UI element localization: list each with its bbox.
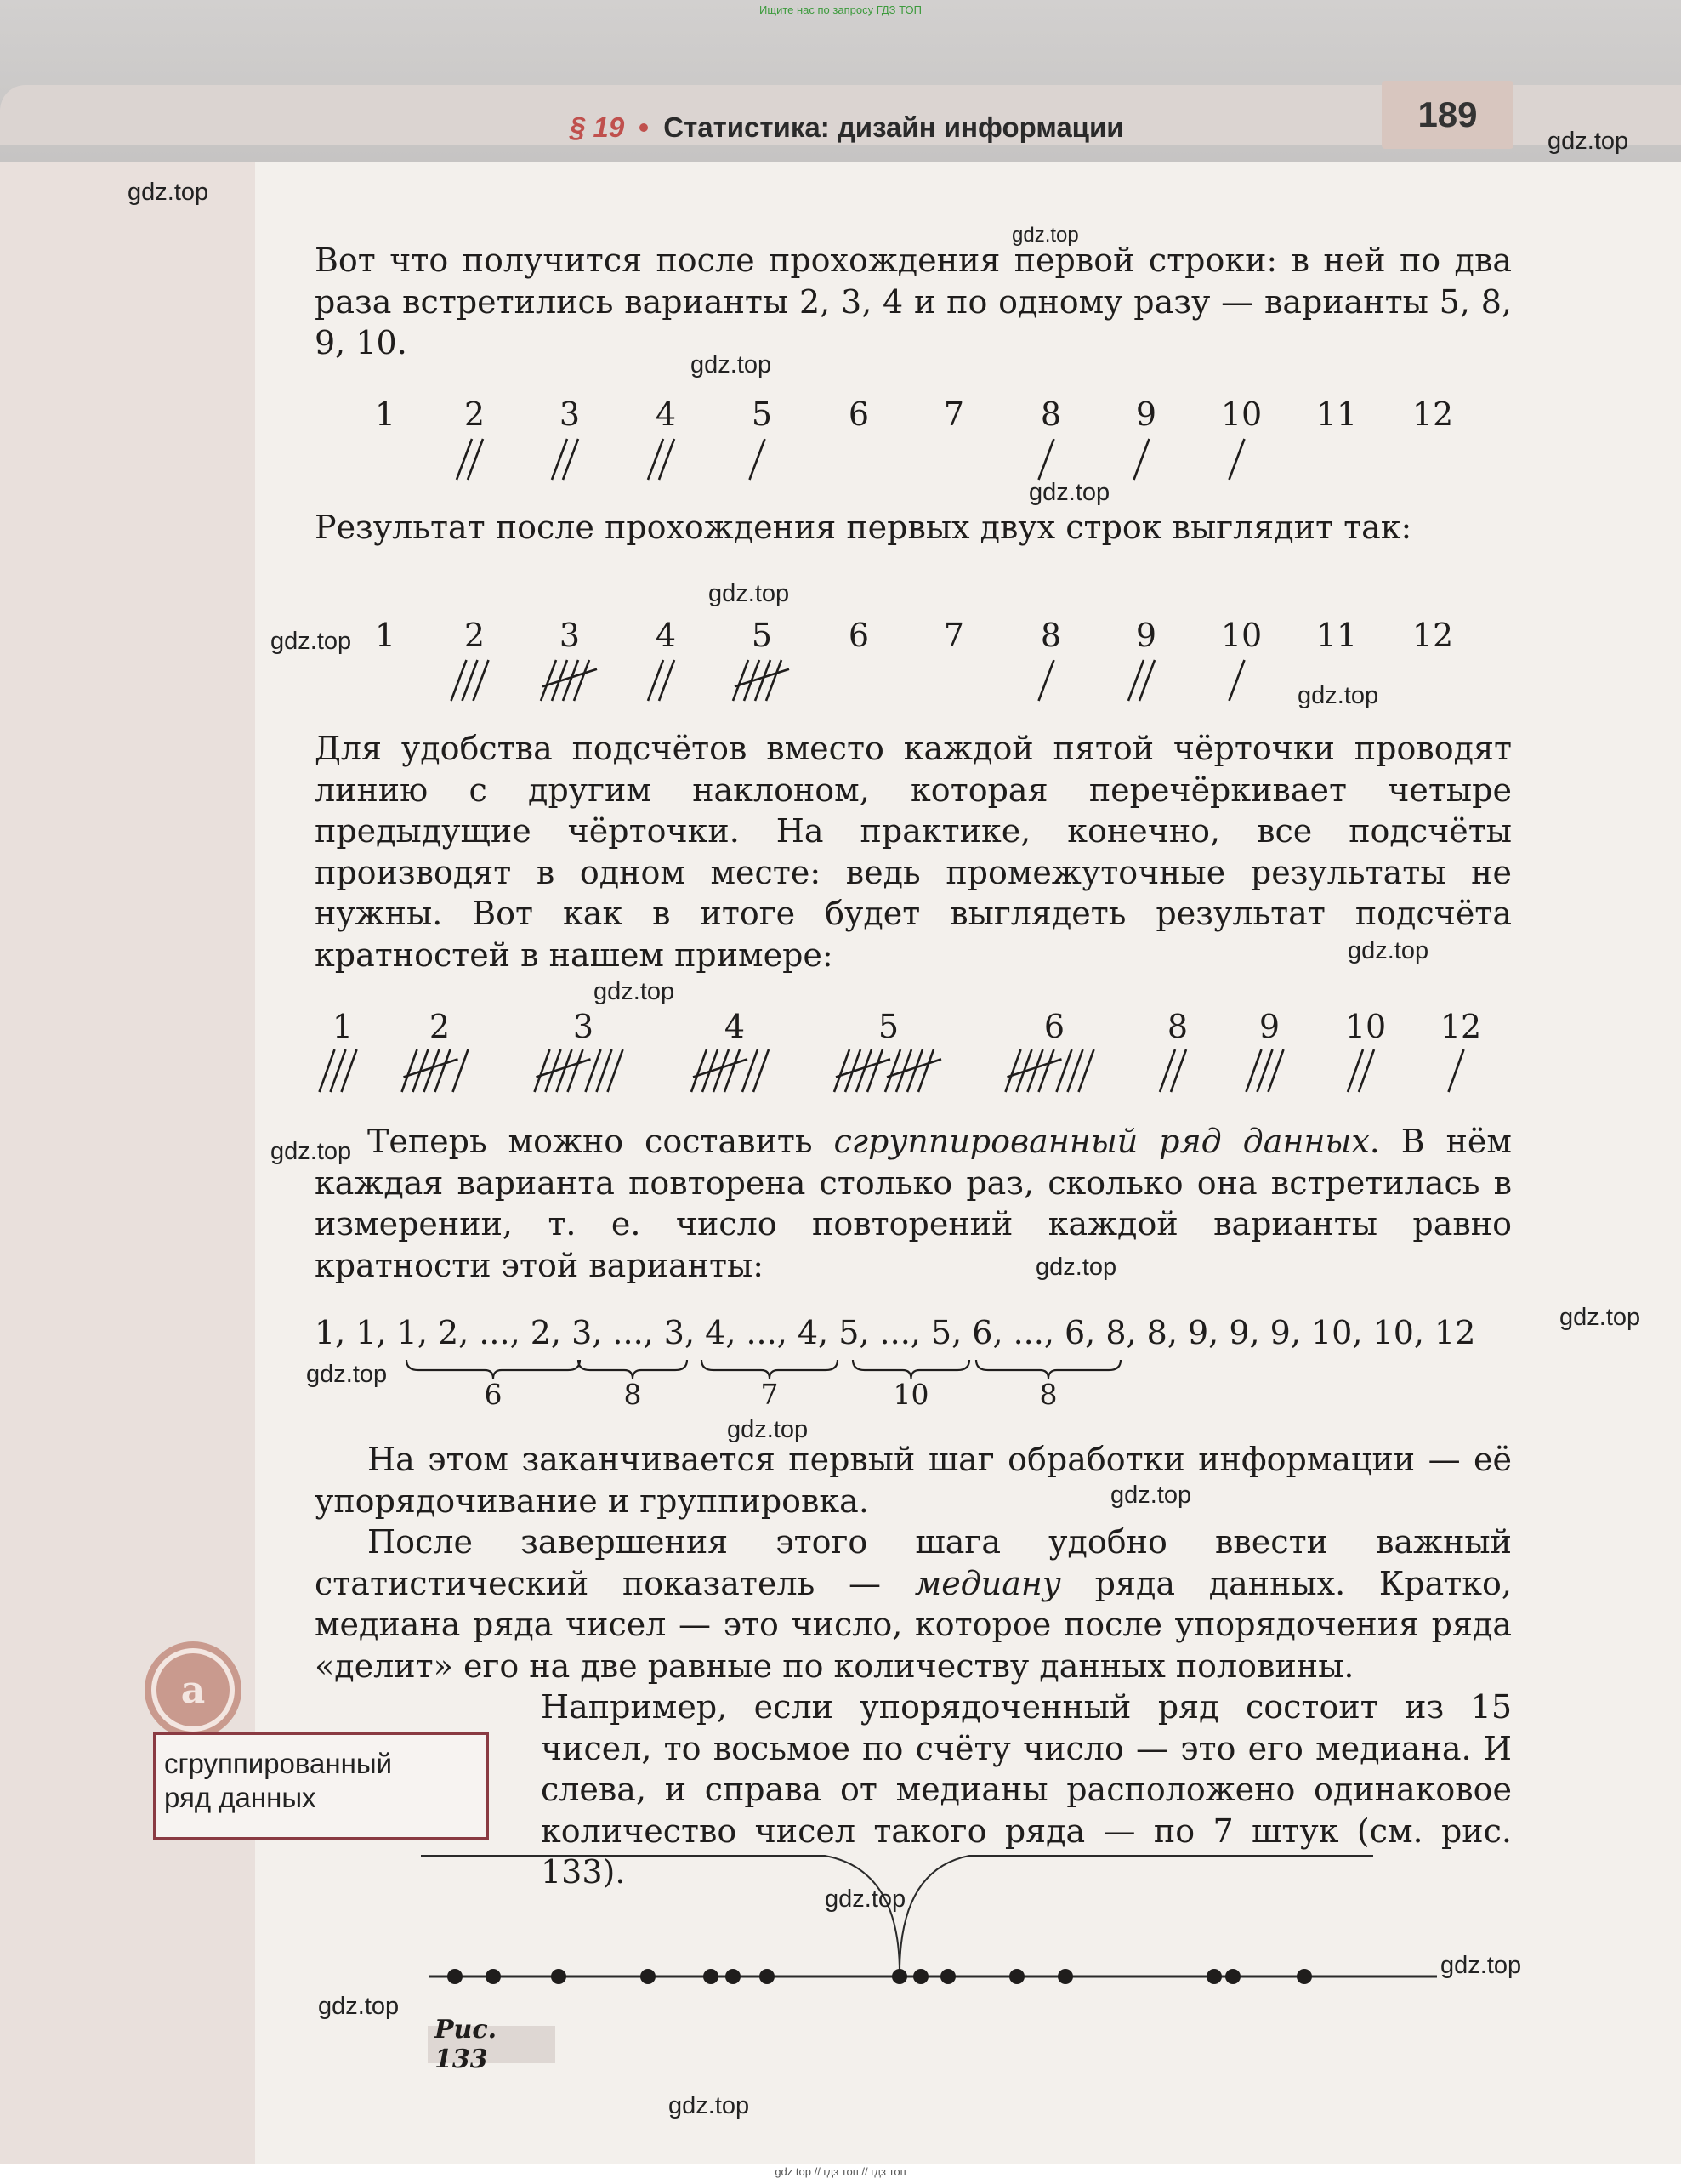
- table1-tally-group: [1230, 439, 1245, 480]
- table2-tally-group: [541, 660, 597, 701]
- median-point: [892, 1969, 907, 1984]
- paragraph-7: Например, если упорядоченный ряд состоит из 15 чисел, то восьмое по счёту число — это его медиана. И слева, и справа от медианы расположено одинаковое количество чисел такого ряда — по 7 штук (см. рис. 133).: [541, 1688, 1512, 1891]
- data-point: [1009, 1969, 1025, 1984]
- watermark: gdz.top: [1110, 1482, 1192, 1509]
- final-tally-group: [691, 1049, 769, 1092]
- brace: [578, 1360, 687, 1379]
- table1-tally-mark: [1039, 439, 1054, 480]
- paragraph-4-text: Теперь можно составить: [367, 1123, 834, 1160]
- table1-tally-mark: [1134, 439, 1150, 480]
- table1-variant-8: 8: [1040, 395, 1062, 433]
- table1-variant-1: 1: [374, 395, 396, 433]
- watermark: gdz.top: [1348, 937, 1429, 964]
- paragraph-1: Вот что получится после прохождения первой строки: в ней по два раза встретились варианты 2, 3, 4 и по одному разу — варианты 5, 8, 9, 10.: [315, 242, 1512, 361]
- bottom-tagline: gdz top // гдз топ // гдз топ: [775, 2165, 906, 2178]
- table2-variant-11: 11: [1315, 617, 1358, 654]
- table1-tally-group: [750, 439, 765, 480]
- watermark: gdz.top: [708, 580, 790, 607]
- data-point: [1058, 1969, 1073, 1984]
- page-number: 189: [1382, 81, 1513, 149]
- final-variant-1: 1: [332, 1008, 354, 1045]
- table1-variant-11: 11: [1315, 395, 1358, 433]
- top-tagline: Ищите нас по запросу ГДЗ ТОП: [759, 3, 922, 16]
- watermark: gdz.top: [727, 1416, 809, 1443]
- data-point: [759, 1969, 775, 1984]
- final-variant-8: 8: [1167, 1008, 1189, 1045]
- watermark: gdz.top: [270, 1138, 352, 1165]
- paragraph-4-text-end: . В нём каждая варианта повторена столько раз, сколько она встретилась в измерении, т. е. число повторений каждой варианты равно кратности этой варианты:: [315, 1123, 1512, 1284]
- watermark: gdz.top: [1440, 1952, 1522, 1979]
- final-tally-group: [320, 1049, 357, 1092]
- section-heading: [570, 106, 1124, 149]
- table2-variant-4: 4: [655, 617, 677, 654]
- data-point: [1297, 1969, 1312, 1984]
- table2-tally-group: [451, 660, 489, 701]
- grouped-series-braces: [0, 1356, 1681, 1408]
- data-point: [551, 1969, 566, 1984]
- final-tally-mark: [1449, 1049, 1464, 1092]
- table1-variant-2: 2: [463, 395, 486, 433]
- table1-tally-group: [457, 439, 483, 480]
- watermark: gdz.top: [270, 628, 352, 655]
- final-tally-group: [1348, 1049, 1374, 1092]
- table2-variant-12: 12: [1411, 617, 1454, 654]
- paragraph-3: Для удобства подсчётов вместо каждой пятой чёрточки проводят линию с другим наклоном, которая перечёркивает четыре предыдущие чёрточки. На практике, конечно, все подсчёты производят в одном месте: ведь промежуточные результаты не нужны. Вот как в итоге будет выглядеть результат подсчёта кратностей в нашем примере:: [315, 730, 1512, 974]
- final-tally-group: [1006, 1049, 1094, 1092]
- final-tally-group: [402, 1049, 469, 1092]
- watermark: gdz.top: [825, 1885, 906, 1913]
- tally-table-2-marks: [0, 655, 1681, 706]
- watermark: gdz.top: [128, 179, 209, 206]
- term-median: медиану: [914, 1564, 1061, 1602]
- watermark: gdz.top: [1298, 682, 1379, 709]
- table1-variant-10: 10: [1220, 395, 1263, 433]
- table1-variant-9: 9: [1135, 395, 1157, 433]
- table1-variant-12: 12: [1411, 395, 1454, 433]
- table1-tally-group: [1039, 439, 1054, 480]
- data-point: [486, 1969, 501, 1984]
- table2-tally-mark: [1039, 660, 1054, 701]
- table2-variant-2: 2: [463, 617, 486, 654]
- term-grouped-series: сгруппированный ряд данных: [833, 1123, 1370, 1160]
- final-tally-group: [1449, 1049, 1464, 1092]
- brace-count: 8: [1039, 1378, 1058, 1411]
- glossary-line-2: ряд данных: [164, 1782, 316, 1813]
- table1-variant-6: 6: [848, 395, 870, 433]
- final-tally-group: [1247, 1049, 1284, 1092]
- table2-variant-10: 10: [1220, 617, 1263, 654]
- brace-count: 10: [893, 1378, 929, 1411]
- final-variant-12: 12: [1440, 1008, 1482, 1045]
- table2-variant-7: 7: [943, 617, 965, 654]
- bullet-icon: [639, 123, 648, 132]
- table2-variant-5: 5: [751, 617, 773, 654]
- tally-final-marks: [0, 1044, 1681, 1097]
- table1-variant-4: 4: [655, 395, 677, 433]
- table2-tally-mark: [1230, 660, 1245, 701]
- table1-tally-group: [552, 439, 578, 480]
- brace: [406, 1360, 580, 1379]
- table2-tally-group: [1039, 660, 1054, 701]
- paragraph-6-text: После завершения этого шага удобно ввести важный статистический показатель —: [315, 1523, 1512, 1602]
- glossary-box: [153, 1732, 489, 1840]
- final-variant-4: 4: [724, 1008, 746, 1045]
- table1-variant-5: 5: [751, 395, 773, 433]
- tally-table-1-marks: [0, 434, 1681, 485]
- data-point: [447, 1969, 463, 1984]
- data-point: [1225, 1969, 1241, 1984]
- final-tally-group: [834, 1049, 941, 1092]
- table1-tally-group: [1134, 439, 1150, 480]
- glossary-icon: [143, 1640, 243, 1740]
- paragraph-2: Результат после прохождения первых двух строк выглядит так:: [315, 509, 1412, 546]
- watermark: gdz.top: [306, 1361, 388, 1388]
- table2-tally-group: [1128, 660, 1155, 701]
- brace-count: 8: [623, 1378, 642, 1411]
- final-variant-5: 5: [877, 1008, 900, 1045]
- data-point: [1207, 1969, 1222, 1984]
- brace-count: 6: [484, 1378, 503, 1411]
- section-number: § 19: [570, 111, 625, 143]
- final-variant-6: 6: [1043, 1008, 1065, 1045]
- brace: [976, 1360, 1121, 1379]
- data-point: [725, 1969, 741, 1984]
- watermark: gdz.top: [1548, 128, 1629, 155]
- table2-variant-6: 6: [848, 617, 870, 654]
- svg-text:a: a: [180, 1669, 206, 1712]
- table1-tally-group: [648, 439, 674, 480]
- glossary-line-1: сгруппированный: [164, 1748, 393, 1779]
- table2-variant-9: 9: [1135, 617, 1157, 654]
- figure-133: [0, 1846, 1681, 1999]
- section-title: Статистика: дизайн информации: [663, 111, 1124, 143]
- final-tally-group: [1160, 1049, 1186, 1092]
- table2-variant-3: 3: [559, 617, 581, 654]
- final-tally-group: [535, 1049, 623, 1092]
- paragraph-4: [315, 1121, 1512, 1286]
- brace: [853, 1360, 969, 1379]
- final-variant-3: 3: [572, 1008, 594, 1045]
- watermark: gdz.top: [593, 978, 675, 1005]
- paragraph-6-text-end: ряда данных. Кратко, медиана ряда чисел — это число, которое после упорядочения ряда «делит» его на две равные по количеству данных половины.: [315, 1564, 1513, 1685]
- table2-variant-8: 8: [1040, 617, 1062, 654]
- paragraph-5: На этом заканчивается первый шаг обработки информации — её упорядочивание и группировка.: [315, 1441, 1512, 1520]
- median-halves-bracket: [421, 1856, 1373, 1973]
- grouped-series: 1, 1, 1, 2, ..., 2, 3, ..., 3, 4, ..., 4, 5, ..., 5, 6, ..., 6, 8, 8, 9, 9, 9, 10, 10, 12: [315, 1314, 1476, 1351]
- table2-variant-1: 1: [374, 617, 396, 654]
- table2-tally-group: [648, 660, 674, 701]
- watermark: gdz.top: [1012, 224, 1079, 247]
- paragraph-6: [315, 1521, 1512, 1686]
- table1-variant-3: 3: [559, 395, 581, 433]
- table1-tally-mark: [750, 439, 765, 480]
- watermark: gdz.top: [1036, 1254, 1117, 1281]
- watermark: gdz.top: [690, 351, 772, 378]
- table2-tally-group: [733, 660, 789, 701]
- watermark: gdz.top: [1029, 479, 1110, 506]
- data-point: [703, 1969, 718, 1984]
- watermark: gdz.top: [318, 1993, 400, 2020]
- data-point: [940, 1969, 956, 1984]
- final-variant-9: 9: [1258, 1008, 1281, 1045]
- final-variant-10: 10: [1344, 1008, 1387, 1045]
- data-point: [640, 1969, 656, 1984]
- watermark: gdz.top: [1559, 1304, 1641, 1331]
- table1-tally-mark: [1230, 439, 1245, 480]
- watermark: gdz.top: [668, 2092, 750, 2119]
- table2-tally-group: [1230, 660, 1245, 701]
- final-variant-2: 2: [429, 1008, 451, 1045]
- data-point: [913, 1969, 929, 1984]
- brace: [701, 1360, 838, 1379]
- final-tally-mark: [453, 1049, 469, 1092]
- table1-variant-7: 7: [943, 395, 965, 433]
- figure-caption: Рис. 133: [428, 2026, 555, 2063]
- brace-count: 7: [760, 1378, 779, 1411]
